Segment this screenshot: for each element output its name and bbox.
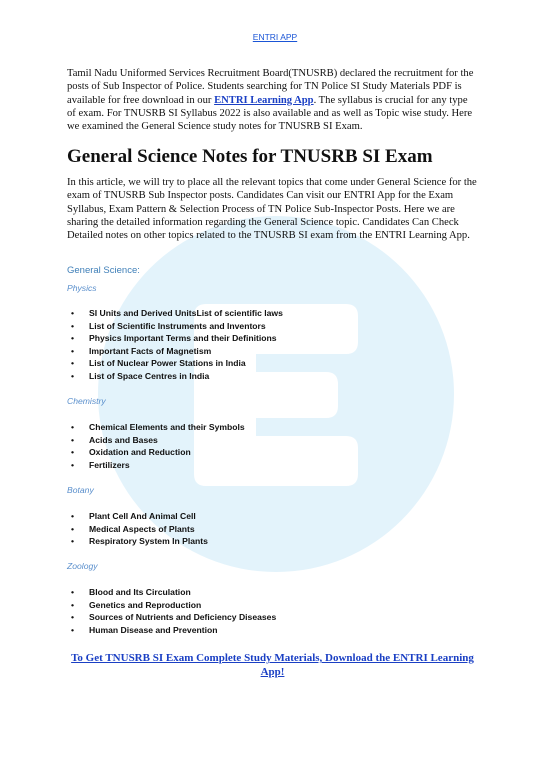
- list-item: • Genetics and Reproduction: [67, 599, 276, 612]
- entri-learning-app-link[interactable]: ENTRI Learning App: [214, 94, 314, 106]
- physics-list: [67, 307, 283, 383]
- list-item: • Chemical Elements and their Symbols: [67, 421, 245, 434]
- list-item: • Medical Aspects of Plants: [67, 523, 208, 536]
- page-title: General Science Notes for TNUSRB SI Exam: [67, 146, 433, 167]
- botany-heading: Botany: [67, 485, 94, 495]
- chemistry-heading: Chemistry: [67, 396, 106, 406]
- zoology-list: [67, 586, 276, 636]
- list-item: • Plant Cell And Animal Cell: [67, 510, 208, 523]
- intro-text-after: . The syllabus is crucial for any type of exam. For TNUSRB SI Syllabus 2022 is also available and as well as Topic wise study. Here we examined the General Science study notes for TNUSRB SI Exam.: [67, 94, 473, 133]
- list-item: • List of Scientific Instruments and Inventors: [67, 320, 283, 333]
- list-item: • Physics Important Terms and their Definitions: [67, 332, 283, 345]
- intro-text-before: Tamil Nadu Uniformed Services Recruitment Board(TNUSRB) declared the recruitment for the posts of Sub Inspector of Police. Students searching for TN Police SI Study Materials PDF is available for free download in our: [67, 68, 474, 106]
- list-item: • SI Units and Derived UnitsList of scientific laws: [67, 307, 283, 320]
- list-item: • List of Nuclear Power Stations in India: [67, 357, 283, 370]
- list-item: • Fertilizers: [67, 459, 245, 472]
- zoology-heading: Zoology: [67, 561, 98, 571]
- list-item: • Blood and Its Circulation: [67, 586, 276, 599]
- list-item: • Sources of Nutrients and Deficiency Diseases: [67, 611, 276, 624]
- botany-list: [67, 510, 208, 548]
- list-item: • Acids and Bases: [67, 434, 245, 447]
- intro-paragraph: [67, 67, 478, 133]
- list-item: • Respiratory System In Plants: [67, 535, 208, 548]
- header-entri-app-link[interactable]: ENTRI APP: [252, 32, 298, 42]
- list-item: • Human Disease and Prevention: [67, 624, 276, 637]
- chemistry-list: [67, 421, 245, 471]
- physics-heading: Physics: [67, 283, 97, 293]
- list-item: • Oxidation and Reduction: [67, 446, 245, 459]
- general-science-heading: General Science:: [67, 265, 140, 276]
- article-paragraph: In this article, we will try to place all the relevant topics that come under General Science for the exam of TNUSRB Sub Inspector posts. Candidates Can visit our ENTRI App for the Exam Syllabus, Exam Pattern & Selection Process of TN Police Sub-Inspector Posts. Here we are sharing the detailed information regarding the General Science topic. Candidates Can Check Detailed notes on other topics related to the TNUSRB SI exam from the ENTRI Learning App.: [67, 177, 477, 242]
- download-app-cta-link[interactable]: To Get TNUSRB SI Exam Complete Study Materials, Download the ENTRI Learning App!: [71, 652, 474, 678]
- list-item: • Important Facts of Magnetism: [67, 345, 283, 358]
- list-item: • List of Space Centres in India: [67, 370, 283, 383]
